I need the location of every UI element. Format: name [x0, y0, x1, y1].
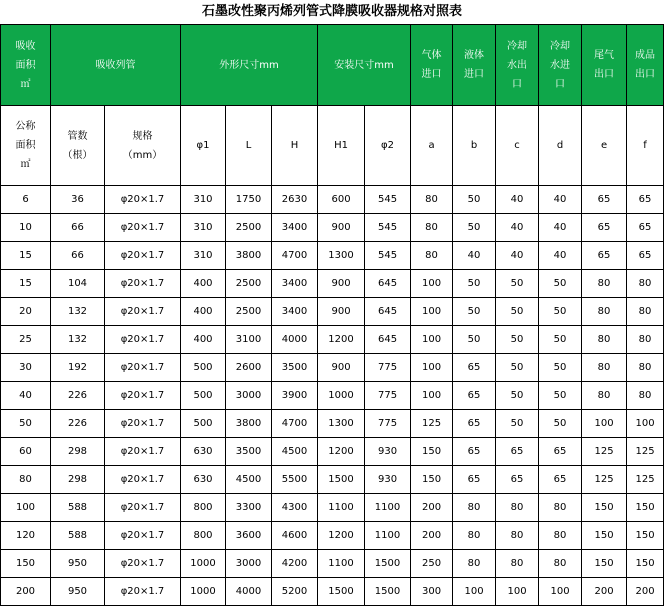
table-cell: 65 — [453, 438, 496, 466]
table-cell: 80 — [627, 298, 664, 326]
table-cell: 125 — [627, 438, 664, 466]
table-cell: 65 — [582, 214, 627, 242]
table-cell: 3400 — [272, 270, 318, 298]
table-cell: 30 — [1, 354, 51, 382]
table-cell: 1500 — [318, 466, 365, 494]
table-cell: φ20×1.7 — [105, 354, 181, 382]
table-cell: 1100 — [365, 494, 411, 522]
table-row — [1, 186, 664, 214]
table-cell: 15 — [1, 270, 51, 298]
table-cell: 50 — [1, 410, 51, 438]
table-body — [1, 186, 664, 606]
table-cell: 50 — [496, 410, 539, 438]
table-cell: φ20×1.7 — [105, 466, 181, 494]
table-cell: 900 — [318, 298, 365, 326]
table-cell: 80 — [411, 214, 453, 242]
table-cell: 80 — [539, 494, 582, 522]
table-cell: 150 — [627, 522, 664, 550]
table-cell: 2500 — [226, 270, 272, 298]
table-cell: 125 — [627, 466, 664, 494]
table-cell: φ20×1.7 — [105, 214, 181, 242]
table-cell: 3000 — [226, 550, 272, 578]
table-cell: 2500 — [226, 298, 272, 326]
table-cell: 500 — [181, 354, 226, 382]
table-cell: 4700 — [272, 410, 318, 438]
table-cell: 400 — [181, 270, 226, 298]
table-cell: 80 — [1, 466, 51, 494]
table-cell: 65 — [582, 186, 627, 214]
table-cell: 80 — [496, 494, 539, 522]
table-cell: 3000 — [226, 382, 272, 410]
table-cell: 100 — [453, 578, 496, 606]
table-cell: 120 — [1, 522, 51, 550]
table-cell: φ20×1.7 — [105, 550, 181, 578]
table-cell: 65 — [539, 466, 582, 494]
table-cell: 1200 — [318, 326, 365, 354]
table-cell: 50 — [453, 298, 496, 326]
table-cell: 100 — [411, 382, 453, 410]
table-cell: 3800 — [226, 410, 272, 438]
table-cell: 104 — [51, 270, 105, 298]
table-cell: 50 — [496, 382, 539, 410]
table-cell: 298 — [51, 438, 105, 466]
sub-d: d — [539, 106, 582, 186]
table-row — [1, 578, 664, 606]
table-cell: 645 — [365, 326, 411, 354]
table-cell: 500 — [181, 410, 226, 438]
sub-area: 公称 面积 ㎡ — [1, 106, 51, 186]
sub-b: b — [453, 106, 496, 186]
table-cell: 40 — [496, 186, 539, 214]
table-cell: 900 — [318, 270, 365, 298]
table-cell: 775 — [365, 410, 411, 438]
table-cell: 150 — [627, 550, 664, 578]
table-cell: 66 — [51, 214, 105, 242]
table-cell: 4600 — [272, 522, 318, 550]
table-cell: 4500 — [272, 438, 318, 466]
header-cooling-water-outlet: 冷却 水出 口 — [496, 25, 539, 106]
table-cell: 1000 — [181, 578, 226, 606]
table-cell: φ20×1.7 — [105, 270, 181, 298]
table-cell: 200 — [582, 578, 627, 606]
table-row — [1, 270, 664, 298]
table-row — [1, 494, 664, 522]
table-cell: 50 — [539, 410, 582, 438]
table-cell: φ20×1.7 — [105, 410, 181, 438]
table-cell: 545 — [365, 186, 411, 214]
table-cell: 930 — [365, 466, 411, 494]
sub-H: H — [272, 106, 318, 186]
table-cell: 80 — [627, 382, 664, 410]
table-cell: 5200 — [272, 578, 318, 606]
table-cell: 645 — [365, 270, 411, 298]
table-cell: 3300 — [226, 494, 272, 522]
table-cell: 80 — [582, 298, 627, 326]
table-cell: 132 — [51, 326, 105, 354]
table-cell: 200 — [1, 578, 51, 606]
sub-a: a — [411, 106, 453, 186]
table-cell: 192 — [51, 354, 105, 382]
table-cell: 226 — [51, 410, 105, 438]
table-cell: 80 — [411, 186, 453, 214]
table-cell: 50 — [539, 326, 582, 354]
table-cell: 310 — [181, 186, 226, 214]
table-cell: 10 — [1, 214, 51, 242]
table-cell: 66 — [51, 242, 105, 270]
table-row — [1, 326, 664, 354]
table-cell: 150 — [411, 438, 453, 466]
table-cell: 65 — [453, 466, 496, 494]
sub-count: 管数 （根） — [51, 106, 105, 186]
table-cell: 40 — [1, 382, 51, 410]
table-cell: 1500 — [318, 578, 365, 606]
table-cell: φ20×1.7 — [105, 578, 181, 606]
header-gas-inlet: 气体 进口 — [411, 25, 453, 106]
table-cell: 300 — [411, 578, 453, 606]
table-cell: 3400 — [272, 214, 318, 242]
table-cell: 1200 — [318, 522, 365, 550]
table-cell: 60 — [1, 438, 51, 466]
sub-phi2: φ2 — [365, 106, 411, 186]
table-row — [1, 522, 664, 550]
table-cell: 65 — [453, 382, 496, 410]
table-cell: 100 — [411, 354, 453, 382]
table-cell: φ20×1.7 — [105, 522, 181, 550]
header-row — [1, 25, 664, 106]
table-cell: φ20×1.7 — [105, 298, 181, 326]
table-cell: 2630 — [272, 186, 318, 214]
table-row — [1, 242, 664, 270]
table-cell: 500 — [181, 382, 226, 410]
table-cell: 3500 — [226, 438, 272, 466]
table-cell: 545 — [365, 242, 411, 270]
table-cell: 200 — [627, 578, 664, 606]
table-cell: 65 — [627, 214, 664, 242]
table-cell: 65 — [496, 438, 539, 466]
table-cell: 250 — [411, 550, 453, 578]
spec-table — [0, 24, 664, 606]
header-product-outlet: 成品 出口 — [627, 25, 664, 106]
sub-c: c — [496, 106, 539, 186]
table-cell: 310 — [181, 242, 226, 270]
table-cell: 80 — [453, 494, 496, 522]
table-cell: 50 — [453, 270, 496, 298]
table-row — [1, 214, 664, 242]
table-cell: 80 — [582, 326, 627, 354]
table-cell: 150 — [582, 494, 627, 522]
table-cell: 15 — [1, 242, 51, 270]
table-cell: 1500 — [365, 578, 411, 606]
table-cell: 1300 — [318, 410, 365, 438]
table-cell: 65 — [539, 438, 582, 466]
table-cell: 6 — [1, 186, 51, 214]
table-cell: 100 — [411, 326, 453, 354]
table-cell: 588 — [51, 522, 105, 550]
table-cell: 50 — [453, 214, 496, 242]
sub-f: f — [627, 106, 664, 186]
table-cell: 80 — [627, 270, 664, 298]
table-cell: φ20×1.7 — [105, 186, 181, 214]
table-cell: 65 — [627, 242, 664, 270]
table-cell: 1200 — [318, 438, 365, 466]
table-cell: 132 — [51, 298, 105, 326]
table-cell: 65 — [453, 354, 496, 382]
table-cell: 4500 — [226, 466, 272, 494]
table-cell: 50 — [496, 270, 539, 298]
table-cell: 630 — [181, 466, 226, 494]
table-cell: 40 — [539, 186, 582, 214]
table-cell: 3400 — [272, 298, 318, 326]
table-cell: 80 — [627, 354, 664, 382]
table-cell: 1300 — [318, 242, 365, 270]
table-cell: 100 — [411, 270, 453, 298]
table-cell: 20 — [1, 298, 51, 326]
table-cell: 65 — [582, 242, 627, 270]
table-cell: 4200 — [272, 550, 318, 578]
header-outer-size: 外形尺寸mm — [181, 25, 318, 106]
table-cell: 900 — [318, 214, 365, 242]
table-cell: 125 — [582, 466, 627, 494]
table-cell: 588 — [51, 494, 105, 522]
header-area: 吸收 面积 ㎡ — [1, 25, 51, 106]
table-cell: 50 — [496, 354, 539, 382]
table-cell: 50 — [496, 326, 539, 354]
table-cell: 80 — [496, 550, 539, 578]
table-cell: 600 — [318, 186, 365, 214]
table-row — [1, 354, 664, 382]
table-cell: 3500 — [272, 354, 318, 382]
header-tubes: 吸收列管 — [51, 25, 181, 106]
table-cell: 310 — [181, 214, 226, 242]
header-cooling-water-inlet: 冷却 水进 口 — [539, 25, 582, 106]
table-cell: φ20×1.7 — [105, 438, 181, 466]
table-cell: 50 — [539, 298, 582, 326]
table-cell: 775 — [365, 354, 411, 382]
table-cell: 40 — [496, 242, 539, 270]
table-cell: 80 — [453, 550, 496, 578]
table-cell: 36 — [51, 186, 105, 214]
table-cell: 3600 — [226, 522, 272, 550]
table-cell: 80 — [496, 522, 539, 550]
table-cell: 226 — [51, 382, 105, 410]
table-cell: 150 — [411, 466, 453, 494]
table-cell: 100 — [582, 410, 627, 438]
table-cell: 80 — [582, 382, 627, 410]
table-cell: 65 — [453, 410, 496, 438]
table-cell: 150 — [1, 550, 51, 578]
table-cell: 50 — [453, 186, 496, 214]
table-cell: 80 — [539, 522, 582, 550]
table-cell: 40 — [539, 214, 582, 242]
table-cell: 800 — [181, 522, 226, 550]
table-cell: 100 — [539, 578, 582, 606]
table-cell: φ20×1.7 — [105, 382, 181, 410]
table-cell: φ20×1.7 — [105, 326, 181, 354]
table-row — [1, 550, 664, 578]
table-cell: 930 — [365, 438, 411, 466]
table-cell: 40 — [539, 242, 582, 270]
table-cell: 150 — [582, 550, 627, 578]
table-cell: 2500 — [226, 214, 272, 242]
table-cell: 1750 — [226, 186, 272, 214]
table-cell: 1000 — [318, 382, 365, 410]
page-title: 石墨改性聚丙烯列管式降膜吸收器规格对照表 — [201, 4, 462, 19]
header-install-size: 安装尺寸mm — [318, 25, 411, 106]
table-cell: 4700 — [272, 242, 318, 270]
header-tail-gas-outlet: 尾气 出口 — [582, 25, 627, 106]
table-cell: 5500 — [272, 466, 318, 494]
table-cell: 645 — [365, 298, 411, 326]
table-row — [1, 438, 664, 466]
table-cell: 3100 — [226, 326, 272, 354]
table-cell: 1100 — [365, 522, 411, 550]
table-cell: 125 — [411, 410, 453, 438]
table-cell: 1000 — [181, 550, 226, 578]
table-cell: 3900 — [272, 382, 318, 410]
table-cell: 100 — [1, 494, 51, 522]
table-cell: 545 — [365, 214, 411, 242]
table-cell: 1100 — [318, 494, 365, 522]
table-cell: 150 — [627, 494, 664, 522]
table-row — [1, 382, 664, 410]
table-cell: 298 — [51, 466, 105, 494]
header-liquid-inlet: 液体 进口 — [453, 25, 496, 106]
table-cell: 65 — [496, 466, 539, 494]
table-cell: 80 — [582, 354, 627, 382]
table-cell: 80 — [453, 522, 496, 550]
table-cell: φ20×1.7 — [105, 494, 181, 522]
sub-H1: H1 — [318, 106, 365, 186]
table-cell: 40 — [453, 242, 496, 270]
table-cell: 950 — [51, 578, 105, 606]
table-cell: 775 — [365, 382, 411, 410]
table-cell: 50 — [539, 382, 582, 410]
table-cell: 50 — [539, 354, 582, 382]
table-cell: 50 — [496, 298, 539, 326]
sub-spec: 规格 （mm） — [105, 106, 181, 186]
table-cell: 1100 — [318, 550, 365, 578]
sub-L: L — [226, 106, 272, 186]
table-cell: 100 — [496, 578, 539, 606]
table-cell: 4000 — [226, 578, 272, 606]
table-cell: 150 — [582, 522, 627, 550]
table-cell: 50 — [539, 270, 582, 298]
table-cell: 125 — [582, 438, 627, 466]
table-cell: 400 — [181, 298, 226, 326]
table-cell: 4000 — [272, 326, 318, 354]
table-cell: 630 — [181, 438, 226, 466]
subheader-row — [1, 106, 664, 186]
table-cell: 50 — [453, 326, 496, 354]
table-row — [1, 466, 664, 494]
table-cell: 1500 — [365, 550, 411, 578]
table-cell: 400 — [181, 326, 226, 354]
table-cell: 200 — [411, 522, 453, 550]
table-cell: 950 — [51, 550, 105, 578]
table-row — [1, 410, 664, 438]
table-cell: 2600 — [226, 354, 272, 382]
table-cell: 80 — [539, 550, 582, 578]
table-cell: 100 — [411, 298, 453, 326]
table-cell: φ20×1.7 — [105, 242, 181, 270]
table-cell: 80 — [627, 326, 664, 354]
table-cell: 40 — [496, 214, 539, 242]
table-row — [1, 298, 664, 326]
table-cell: 800 — [181, 494, 226, 522]
table-cell: 900 — [318, 354, 365, 382]
table-cell: 80 — [582, 270, 627, 298]
table-cell: 65 — [627, 186, 664, 214]
table-cell: 80 — [411, 242, 453, 270]
table-cell: 25 — [1, 326, 51, 354]
table-cell: 3800 — [226, 242, 272, 270]
table-cell: 200 — [411, 494, 453, 522]
sub-e: e — [582, 106, 627, 186]
table-cell: 100 — [627, 410, 664, 438]
table-cell: 4300 — [272, 494, 318, 522]
sub-phi1: φ1 — [181, 106, 226, 186]
